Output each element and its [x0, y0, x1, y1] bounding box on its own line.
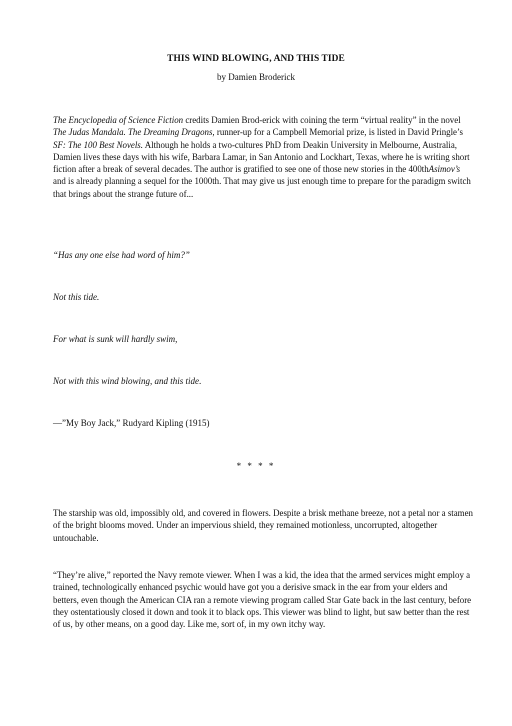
epigraph-line-4-text: Not with this wind blowing, and this tide — [53, 376, 200, 386]
epigraph-line-4 — [53, 376, 201, 386]
epigraph-attribution: —”My Boy Jack,” Rudyard Kipling (1915) — [53, 418, 210, 428]
intro-book-title-2: The Judas Mandala. The Dreaming Dragons, — [53, 127, 215, 138]
epigraph-line-1: “Has any one else had word of him?” — [53, 250, 190, 260]
story-title: THIS WIND BLOWING, AND THIS TIDE — [167, 54, 345, 64]
intro-paragraph — [53, 114, 475, 200]
intro-book-title-3: SF: The 100 Best Novels. — [53, 139, 143, 150]
body-paragraph: “They’re alive,” reported the Navy remote viewer. When I was a kid, the idea that the armed services might employ a trained, technologically enhanced psychic would have got you a derisive smack in the ear from your elders and betters, even though the American CIA ran a remote viewing program called Star Gate back in the last century, before they ostentatiously closed it down and took it to black ops. This viewer was blind to light, but saw better than the rest of us, by other means, on a good day. Like me, sort of, in my own itchy way. — [53, 570, 472, 630]
intro-text-2: runner-up for a Campbell Memorial prize, is listed in David Pringle’s — [214, 127, 463, 138]
intro-text-3: Although he holds a two-cultures PhD from Deakin University in Melbourne, Australia, Damien lives these days with his wife, Barbara Lamar, in San Antonio and Lockhart, Texas, where he is writing short fiction after a break of several decades. The author is gratified to see one of those new stories in the 400th — [53, 139, 470, 175]
intro-magazine-title: Asimov’s — [428, 164, 461, 175]
body-paragraph: The starship was old, impossibly old, and covered in flowers. Despite a brisk methane breeze, not a petal nor a stamen of the bright blooms moved. Under an impervious shield, they remained motionless, uncorrupted, altogether untouchable. — [53, 508, 473, 543]
intro-text-4: and is already planning a sequel for the 1000th. That may give us just enough time to prepare for the paradigm switch that brings about the strange future of... — [53, 176, 471, 199]
section-separator: * * * * — [236, 461, 276, 471]
author-byline: by Damien Broderick — [217, 72, 295, 82]
epigraph-line-4-period: . — [199, 376, 202, 386]
intro-text-1: credits Damien Brod-erick with coining the term “virtual reality” in the novel — [183, 115, 461, 125]
intro-book-title-1: The Encyclopedia of Science Fiction — [53, 115, 184, 125]
epigraph-line-3: For what is sunk will hardly swim, — [53, 334, 178, 344]
epigraph-line-2: Not this tide. — [53, 292, 100, 302]
